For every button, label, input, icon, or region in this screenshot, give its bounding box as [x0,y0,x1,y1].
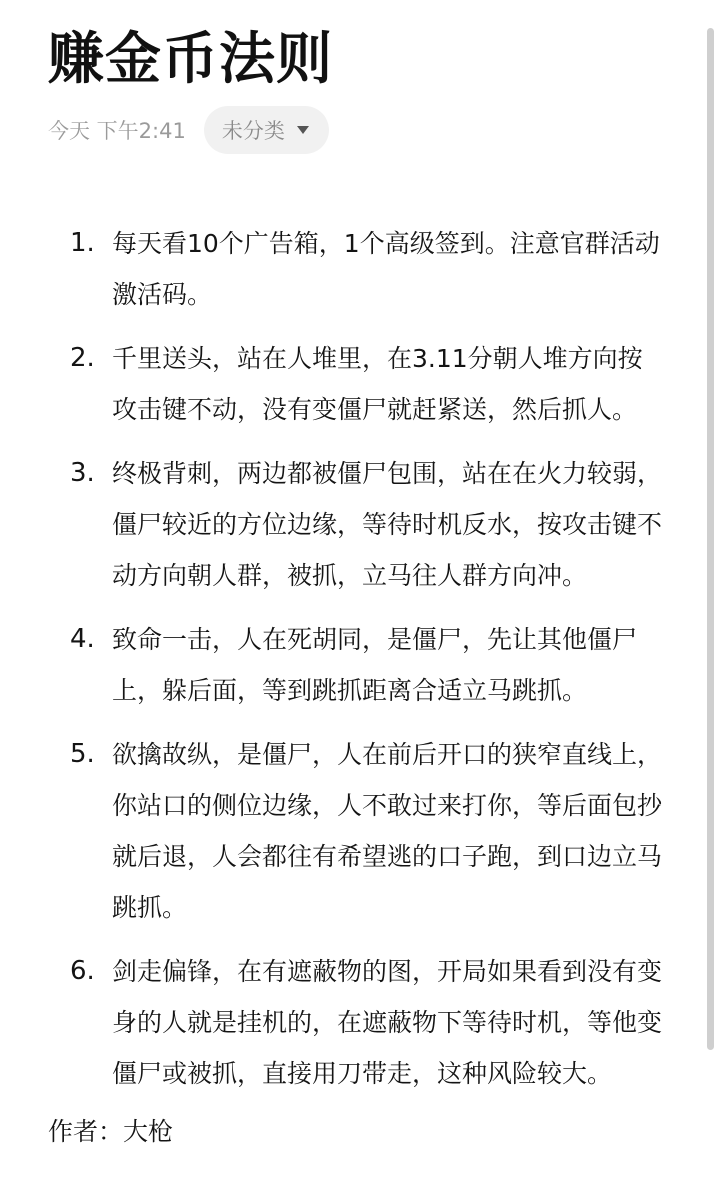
list-item[interactable] [0,614,700,716]
list-item-text: 每天看10个广告箱，1个高级签到。注意官群活动激活码。 [112,229,660,309]
list-item-text: 欲擒故纵，是僵尸，人在前后开口的狭窄直线上，你站口的侧位边缘，人不敢过来打你，等后面包抄就后退，人会都往有希望逃的口子跑，到口边立马跳抓。 [112,740,663,922]
note-date: 今天 下午2:41 [48,119,186,143]
vertical-scrollbar[interactable] [707,28,714,1050]
note-body-list[interactable] [0,218,700,1112]
list-item-number: 3. [70,458,95,488]
list-item-number: 5. [70,739,95,769]
list-item[interactable] [0,946,700,1099]
list-item-number: 1. [70,228,95,258]
note-meta [48,104,329,156]
list-item-text: 千里送头，站在人堆里，在3.11分朝人堆方向按攻击键不动，没有变僵尸就赶紧送，然后抓人。 [112,344,643,424]
note-title[interactable]: 赚金币法则 [48,27,333,92]
caret-down-icon [297,126,309,134]
list-item[interactable] [0,729,700,933]
list-item[interactable] [0,448,700,601]
list-item-number: 4. [70,624,95,654]
list-item[interactable] [0,333,700,435]
list-item-text: 致命一击，人在死胡同，是僵尸，先让其他僵尸上，躲后面，等到跳抓距离合适立马跳抓。 [112,625,638,705]
list-item[interactable] [0,218,700,320]
list-item-number: 2. [70,343,95,373]
category-dropdown[interactable] [204,106,329,154]
list-item-number: 6. [70,956,95,986]
note-author[interactable]: 作者：大枪 [48,1117,174,1146]
list-item-text: 剑走偏锋，在有遮蔽物的图，开局如果看到没有变身的人就是挂机的，在遮蔽物下等待时机，等他变僵尸或被抓，直接用刀带走，这种风险较大。 [112,957,663,1088]
list-item-text: 终极背刺，两边都被僵尸包围，站在在火力较弱，僵尸较近的方位边缘，等待时机反水，按攻击键不动方向朝人群，被抓，立马往人群方向冲。 [112,459,663,590]
category-label: 未分类 [221,119,285,143]
